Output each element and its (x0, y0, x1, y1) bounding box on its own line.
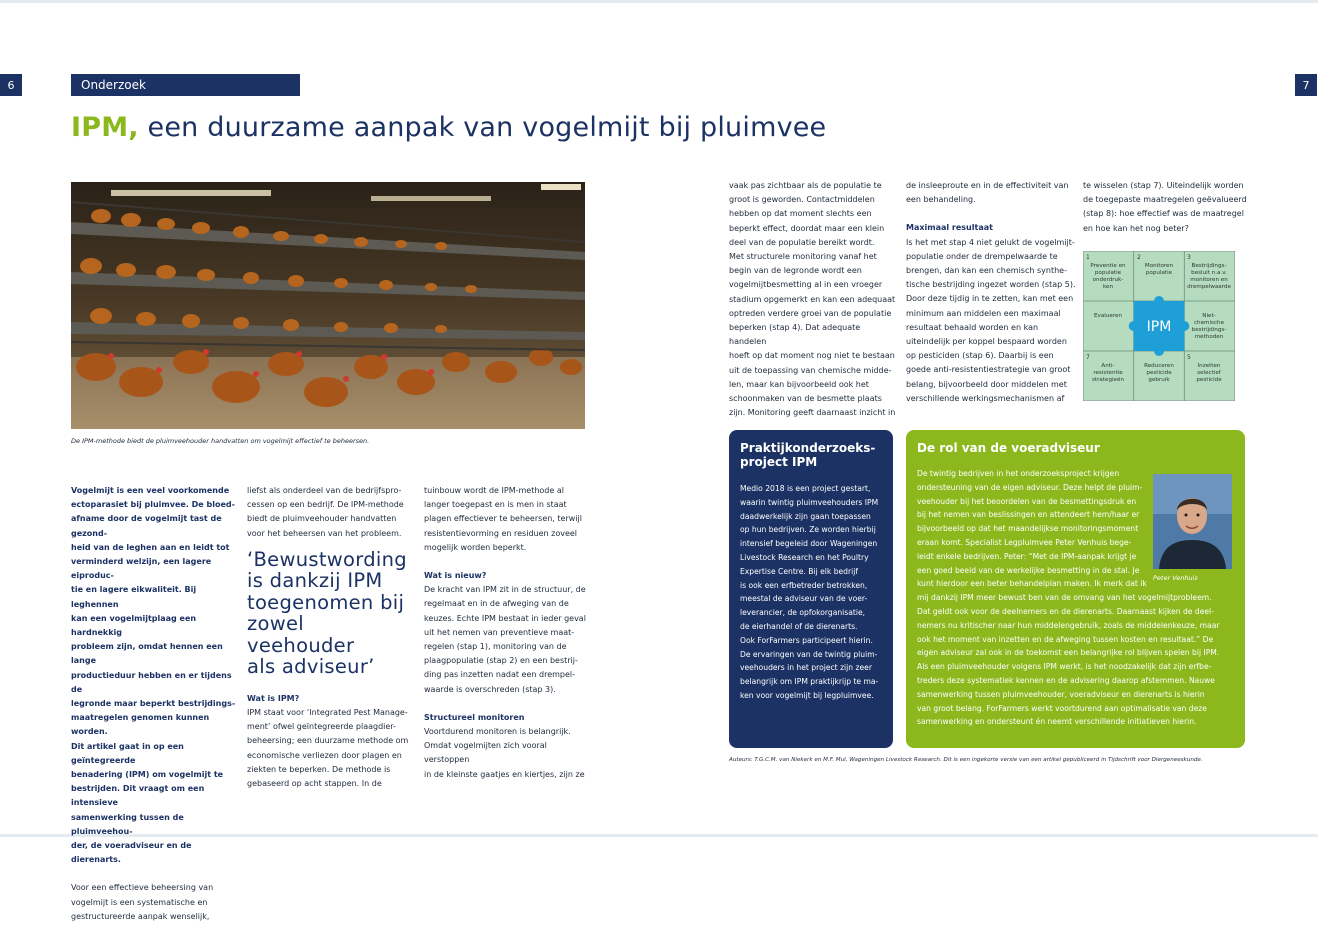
box-line: Livestock Research en het Poultry (740, 552, 869, 562)
body-line: waarde is overschreden (stap 3). (424, 684, 556, 694)
column-6 (1083, 179, 1253, 250)
diagram-cell-label: pesticide (1196, 377, 1222, 383)
body-line: regelmaat en in de afweging van de (424, 599, 569, 609)
body-line: uit het nemen van preventieve maat- (424, 627, 575, 637)
column-1 (71, 484, 241, 938)
body-paragraph (906, 179, 1076, 207)
body-line: optreden verdere groei van de populatie (729, 308, 892, 318)
box-line: een goed beeld van de werkelijke besmetting in de stal. Je (917, 565, 1140, 575)
intro-line: der, de voeradviseur en de dierenarts. (71, 841, 192, 865)
body-line: gebaseerd op acht stappen. In de (247, 779, 382, 789)
body-line: keuzes. Echte IPM bestaat in ieder geval (424, 613, 586, 623)
column-2 (247, 484, 417, 805)
box-line: samenwerking tussen pluimveehouder, voeradviseur en dierenarts is hierin (917, 689, 1205, 699)
body-paragraph (71, 881, 241, 924)
body-line: populatie onder de drempelwaarde te (906, 251, 1058, 261)
diagram-cell-label: onderdruk- (1092, 277, 1124, 283)
title-accent: IPM, (71, 112, 139, 143)
box-line: veehouder bij het beoordelen van de besmettingsdruk en (917, 496, 1137, 506)
body-paragraph (906, 236, 1076, 406)
body-line: gestructureerde aanpak wenselijk, (71, 911, 210, 921)
body-line: len, maar kan bijvoorbeeld ook het (729, 379, 869, 389)
box-line: eraan komt. Specialist Legpluimvee Peter Venhuis bege- (917, 537, 1132, 547)
diagram-cell-label: pesticide (1146, 370, 1172, 376)
box-line: intensief begeleid door Wageningen (740, 539, 878, 549)
photo-caption: De IPM-methode biedt de pluimveehouder handvatten om vogelmijt effectief te beheersen. (71, 437, 370, 445)
box-line: mij dankzij IPM meer bewust ben van de omvang van het vogelmijtprobleem. (917, 593, 1212, 603)
body-paragraph (424, 583, 594, 697)
diagram-step-number: 3 (1187, 254, 1191, 261)
body-line: vaak pas zichtbaar als de populatie te (729, 181, 882, 190)
subheading: Wat is IPM? (247, 693, 300, 703)
hen-barn-photo (71, 182, 585, 429)
body-line: ment’ ofwel geïntegreerde plaagdier- (247, 722, 396, 732)
body-line: te wisselen (stap 7). Uiteindelijk worden (1083, 181, 1244, 190)
body-line: deel van de populatie bereikt wordt. (729, 237, 875, 247)
box-line: ondersteuning van de eigen adviseur. Deze helpt de pluim- (917, 482, 1143, 492)
body-line: stadium opgemerkt en kan een adequaat (729, 294, 896, 304)
body-line: Voor een effectieve beheersing van (71, 883, 214, 893)
body-paragraph (247, 484, 417, 541)
section-tag: Onderzoek (71, 74, 300, 96)
diagram-cell-label: chemische (1193, 320, 1225, 326)
body-line: Met structurele monitoring vanaf het (729, 252, 877, 262)
body-line: Is het met stap 4 niet gelukt de vogelmijt- (906, 237, 1075, 247)
box-line: Ook ForFarmers participeert hierin. (740, 635, 873, 645)
column-3 (424, 484, 594, 796)
body-paragraph (1083, 179, 1253, 236)
page-number-left: 6 (0, 74, 22, 96)
intro-line: maatregelen genomen kunnen worden. (71, 713, 210, 737)
body-line: IPM staat voor ‘Integrated Pest Manage- (247, 708, 408, 718)
body-line: groot is geworden. Contactmiddelen (729, 195, 875, 205)
box-line: ken voor vogelmijt bij legpluimvee. (740, 690, 874, 700)
diagram-step-number: 5 (1187, 354, 1191, 361)
body-line: op pesticiden (stap 6). Daarbij is een (906, 351, 1054, 361)
intro-line: verminderd welzijn, een lagere eiproduc- (71, 557, 212, 581)
body-line: in de kleinste gaatjes en kiertjes, zijn ze (424, 769, 585, 779)
box-line: De twintig bedrijven in het onderzoeksproject krijgen (917, 469, 1120, 478)
intro-line: legronde maar beperkt bestrijdings- (71, 699, 236, 709)
diagram-cell-label: monitoren en (1190, 277, 1228, 283)
body-paragraph (424, 484, 594, 555)
subheading: Wat is nieuw? (424, 571, 487, 581)
body-line: schoonmaken van de besmette plaats (729, 394, 882, 404)
article-title (71, 112, 826, 143)
project-box-title (740, 441, 883, 469)
body-line: een behandeling. (906, 195, 976, 205)
body-line: beheersing; een duurzame methode om (247, 736, 409, 746)
intro-paragraph (71, 484, 241, 867)
body-line: uit de toepassing van chemische midde- (729, 365, 892, 375)
body-line: voor het beheersen van het probleem. (247, 528, 402, 538)
diagram-step-number: 2 (1137, 254, 1141, 261)
diagram-cell-label: besluit n.a.v. (1191, 270, 1227, 276)
title-rest: een duurzame aanpak van vogelmijt bij pluimvee (138, 112, 827, 143)
body-line: zijn. Monitoring geeft daarnaast inzicht in (729, 408, 896, 418)
body-line: beperkt effect, doordat maar een klein (729, 223, 885, 233)
body-line: hoeft op dat moment nog niet te bestaan (729, 351, 895, 361)
intro-line: productieduur hebben en er tijdens de (71, 670, 232, 694)
body-line: Voortdurend monitoren is belangrijk. (424, 727, 571, 737)
diagram-cell-label: selectief (1197, 370, 1221, 376)
body-line: en hoe kan het nog beter? (1083, 223, 1189, 233)
intro-line: samenwerking tussen de pluimveehou- (71, 812, 184, 836)
body-paragraph (424, 725, 594, 782)
body-line: vogelmijt is een systematische en (71, 897, 208, 907)
box-line: Expertise Centre. Bij elk bedrijf (740, 566, 859, 576)
diagram-step-number: 1 (1086, 254, 1090, 261)
diagram-cell-label: Reduceren (1144, 363, 1174, 369)
body-line: begin van de legronde wordt een (729, 266, 862, 276)
body-line: goede anti-resistentiestrategie van groot (906, 365, 1071, 375)
diagram-cell-label: strategieën (1091, 377, 1125, 383)
quote-line: ‘Bewustwording (247, 547, 407, 571)
body-line: tische bestrijding ingezet worden (stap 5). (906, 280, 1076, 290)
diagram-step-number: 7 (1086, 354, 1090, 361)
ipm-center-label: IPM (1146, 319, 1172, 335)
quote-line: toegenomen bij (247, 590, 405, 614)
box-line: ook het moment van inzetten en de afweging tussen kosten en resultaat.” De (917, 634, 1214, 644)
diagram-cell-label: bestrijdings- (1191, 327, 1227, 333)
project-title-line: project IPM (740, 455, 818, 469)
intro-line: afname door de vogelmijt tast de gezond- (71, 514, 222, 538)
box-line: veehouders in het project zijn zeer (740, 663, 872, 673)
quote-line: is dankzij IPM (247, 569, 383, 593)
box-line: nemers nu kritischer naar hun middelengebruik, zoals de middelenkeuze, maar (917, 620, 1220, 630)
box-line: meestal de adviseur van de voer- (740, 594, 868, 604)
quote-line: als adviseur’ (247, 655, 375, 679)
box-line: daadwerkelijk zijn gaan toepassen (740, 511, 871, 521)
box-line: de eierhandel of de dierenarts. (740, 621, 858, 631)
body-line: langer toegepast en is men in staat (424, 500, 567, 510)
diagram-cell-label: methoden (1194, 334, 1224, 340)
quote-line: zowel veehouder (247, 612, 355, 657)
diagram-cell-label: populatie (1094, 270, 1122, 276)
box-line: bij het nemen van beslissingen en attendeert hem/haar er (917, 510, 1140, 520)
body-line: hebben op dat moment slechts een (729, 209, 872, 219)
subheading: Structureel monitoren (424, 712, 525, 722)
body-line: cessen op een bedrijf. De IPM-methode (247, 500, 404, 510)
box-line: is ook een erfbetreder betrokken, (740, 580, 868, 590)
diagram-cell-label: gebruik (1148, 377, 1170, 383)
diagram-cell-label: Evalueren (1094, 313, 1122, 319)
body-line: liefst als onderdeel van de bedrijfspro- (247, 486, 402, 495)
body-line: beperken (stap 4). Dat adequate handelen (729, 323, 861, 347)
subheading: Maximaal resultaat (906, 223, 993, 233)
intro-line: bestrijden. Dit vraagt om een intensieve (71, 784, 205, 808)
body-line: resultaat behaald worden en kan (906, 322, 1039, 332)
box-line: van groot belang. ForFarmers werkt voortdurend aan optimalisatie van deze (917, 703, 1207, 713)
body-line: belang, bijvoorbeeld door middelen met (906, 379, 1067, 389)
box-line: Dat geldt ook voor de deelnemers en de dierenarts. Daarnaast kijken de deel- (917, 606, 1214, 616)
intro-line: ectoparasiet bij pluimvee. De bloed- (71, 500, 235, 510)
box-line: Als een pluimveehouder volgens IPM werkt, is het noodzakelijk dat zijn erfbe- (917, 662, 1212, 672)
body-line: regelen (stap 1), monitoring van de (424, 642, 567, 652)
diagram-cell-label: populatie (1145, 270, 1173, 276)
project-title-line: Praktijkonderzoeks- (740, 441, 876, 455)
page-number-right: 7 (1295, 74, 1317, 96)
body-line: Door deze tijdig in te zetten, kan met een (906, 294, 1074, 304)
diagram-cell-label: Preventie en (1090, 263, 1126, 269)
body-line: (stap 8): hoe effectief was de maatregel (1083, 209, 1244, 219)
body-line: minimum aan middelen een maximaal (906, 308, 1061, 318)
diagram-cell-label: drempelwaarde (1187, 284, 1231, 290)
intro-line: heid van de leghen aan en leidt tot (71, 542, 230, 552)
intro-line: kan een vogelmijtplaag een hardnekkig (71, 613, 197, 638)
body-paragraph (729, 179, 899, 420)
body-line: resistentievorming en residuen zoveel (424, 528, 578, 538)
box-line: kunt hierdoor een beter behandelplan maken. Ik merk dat ik (917, 579, 1147, 589)
box-line: leidt enkele bedrijven. Peter: “Met de IPM-aanpak krijgt je (917, 551, 1137, 561)
intro-line: Dit artikel gaat in op een geïntegreerde (71, 741, 184, 765)
authors-note: Auteurs: T.G.C.M. van Niekerk en M.F. Mul, Wageningen Livestock Research. Dit is een ingekorte versie van een artikel gepubliceerd in Tijdschrift voor Diergeneeskunde. (729, 757, 1203, 763)
intro-line: Vogelmijt is een veel voorkomende (71, 486, 230, 495)
body-line: biedt de pluimveehouder handvatten (247, 514, 397, 524)
ipm-diagram (1083, 251, 1235, 401)
advisor-box-title: De rol van de voeradviseur (917, 441, 1100, 455)
diagram-cell-label: Monitoren (1144, 263, 1174, 269)
box-line: bijvoorbeeld op dat het maandelijkse monitoringsmoment (917, 524, 1139, 534)
body-line: de insleeproute en in de effectiviteit van (906, 181, 1069, 190)
project-box-text (740, 482, 883, 703)
box-line: waarin twintig pluimveehouders IPM (740, 497, 879, 507)
box-line: De ervaringen van de twintig pluim- (740, 649, 878, 659)
diagram-cell-label: Niet- (1202, 313, 1216, 319)
pull-quote (247, 549, 417, 678)
box-line: op hun bedrijven. Ze worden hierbij (740, 525, 876, 535)
body-line: brengen, dan kan een chemisch synthe- (906, 266, 1067, 276)
box-line: Medio 2018 is een project gestart, (740, 484, 871, 493)
body-line: economische verliezen door plagen en (247, 750, 402, 760)
body-line: Omdat vogelmijten zich vooral verstoppen (424, 741, 547, 765)
body-line: uiteindelijk per koppel bespaard worden (906, 337, 1067, 347)
diagram-cell-label: ken (1102, 284, 1114, 290)
box-line: leverancier, de opfokorganisatie, (740, 608, 866, 618)
project-box (729, 430, 893, 748)
page-top-edge (0, 0, 1318, 3)
body-line: vogelmijtbesmetting al in een vroeger (729, 280, 883, 290)
column-5 (906, 179, 1076, 420)
body-line: de toegepaste maatregelen geëvalueerd (1083, 195, 1247, 205)
diagram-cell-label: resistentie (1093, 370, 1123, 376)
body-line: mogelijk worden beperkt. (424, 542, 527, 552)
body-line: plagen effectiever te beheersen, terwijl (424, 514, 582, 524)
body-line: ding pas inzetten nadat een drempel- (424, 670, 576, 680)
body-line: De kracht van IPM zit in de structuur, de (424, 585, 586, 595)
box-line: samenwerking en ondersteunt én neemt verschillende initiatieven hierin. (917, 717, 1197, 727)
diagram-cell-label: Bestrijdings- (1191, 263, 1227, 269)
portrait-photo (1153, 474, 1232, 569)
column-4 (729, 179, 899, 434)
intro-line: probleem zijn, omdat hennen een lange (71, 642, 223, 666)
body-line: verschillende werkingsmechanismen af (906, 393, 1065, 403)
box-line: belangrijk om IPM praktijkrijp te ma- (740, 677, 879, 687)
diagram-cell-label: Inzetten (1197, 363, 1221, 369)
portrait-caption: Peter Venhuis (1153, 574, 1198, 582)
box-line: eigen adviseur zal ook in de toekomst een belangrijke rol blijven spelen bij IPM. (917, 648, 1220, 658)
intro-line: tie en lagere eikwaliteit. Bij leghennen (71, 585, 197, 609)
body-line: plaagpopulatie (stap 2) en een bestrij- (424, 656, 578, 666)
body-line: tuinbouw wordt de IPM-methode al (424, 486, 564, 495)
body-line: ziekten te beperken. De methode is (247, 764, 391, 774)
box-line: treders deze systematiek kennen en de advisering daarop afstemmen. Nauwe (917, 675, 1215, 685)
intro-line: benadering (IPM) om vogelmijt te (71, 770, 224, 780)
body-paragraph (247, 706, 417, 791)
diagram-cell-label: Anti- (1101, 363, 1115, 369)
